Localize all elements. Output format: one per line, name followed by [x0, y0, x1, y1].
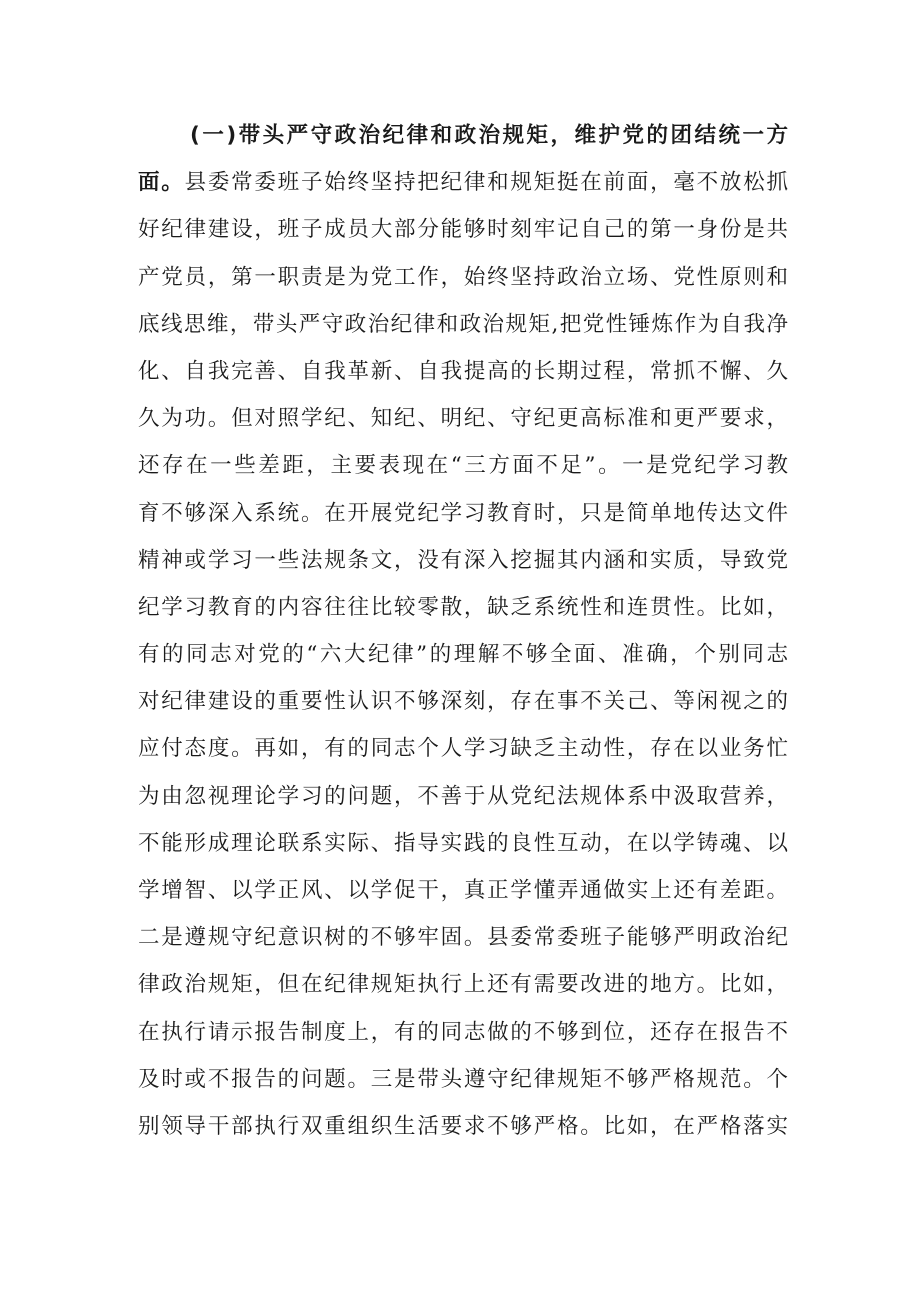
text-line-content: 县委常委班子始终坚持把纪律和规矩挺在前面，毫不放松抓: [184, 170, 788, 196]
text-line: 别领导干部执行双重组织生活要求不够严格。比如，在严格落实: [138, 1113, 788, 1139]
text-line: 二是遵规守纪意识树的不够牢固。县委常委班子能够严明政治纪: [138, 925, 788, 951]
document-body: [138, 112, 788, 1150]
text-line: 有的同志对党的“六大纪律”的理解不够全面、准确，个别同志: [138, 642, 788, 668]
text-line: 好纪律建设，班子成员大部分能够时刻牢记自己的第一身份是共: [138, 217, 788, 243]
text-line: 为由忽视理论学习的问题，不善于从党纪法规体系中汲取营养，: [138, 783, 788, 809]
text-line: 应付态度。再如，有的同志个人学习缺乏主动性，存在以业务忙: [138, 736, 788, 762]
text-line: 纪学习教育的内容往往比较零散，缺乏系统性和连贯性。比如，: [138, 594, 788, 620]
text-line: 学增智、以学正风、以学促干，真正学懂弄通做实上还有差距。: [138, 878, 788, 903]
section-heading-end: 面。: [138, 170, 185, 196]
text-line: 育不够深入系统。在开展党纪学习教育时，只是简单地传达文件: [138, 500, 788, 526]
text-line: 化、自我完善、自我革新、自我提高的长期过程，常抓不懈、久: [138, 358, 788, 384]
section-heading: (一)带头严守政治纪律和政治规矩，维护党的团结统一方: [190, 123, 788, 148]
text-line: 及时或不报告的问题。三是带头遵守纪律规矩不够严格规范。个: [138, 1066, 788, 1092]
text-line: 不能形成理论联系实际、指导实践的良性互动，在以学铸魂、以: [138, 830, 788, 856]
text-line: 还存在一些差距，主要表现在“三方面不足”。一是党纪学习教: [138, 453, 788, 479]
text-line: 久为功。但对照学纪、知纪、明纪、守纪更高标准和更严要求，: [138, 406, 788, 432]
text-line: 产党员，第一职责是为党工作，始终坚持政治立场、党性原则和: [138, 264, 788, 290]
heading-line: [138, 112, 788, 159]
text-line: [138, 159, 788, 206]
text-line: 律政治规矩，但在纪律规矩执行上还有需要改进的地方。比如，: [138, 972, 788, 998]
text-line: 对纪律建设的重要性认识不够深刻，存在事不关己、等闲视之的: [138, 689, 788, 715]
text-line: 底线思维，带头严守政治纪律和政治规矩,把党性锤炼作为自我净: [138, 311, 788, 337]
text-line: 精神或学习一些法规条文，没有深入挖掘其内涵和实质，导致党: [138, 547, 788, 573]
text-line: 在执行请示报告制度上，有的同志做的不够到位，还存在报告不: [138, 1019, 788, 1045]
